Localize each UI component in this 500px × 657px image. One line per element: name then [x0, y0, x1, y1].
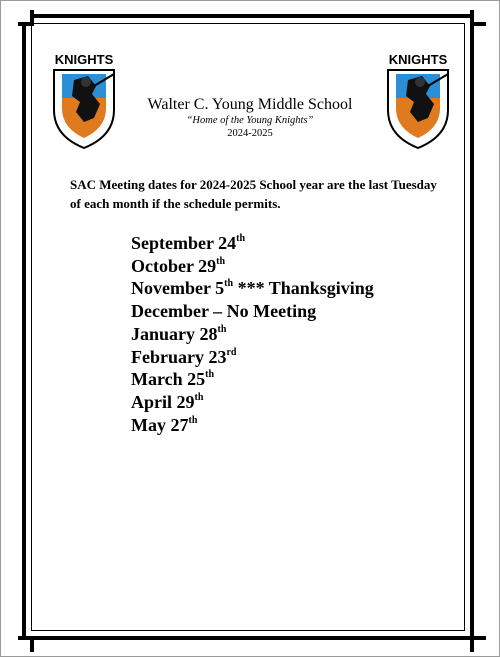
meeting-date-item: May 27th: [131, 414, 198, 435]
school-year: 2024-2025: [227, 128, 273, 139]
knight-shield-icon: [372, 52, 464, 152]
meeting-date-item: October 29th: [131, 255, 226, 276]
school-tagline: “Home of the Young Knights”: [186, 115, 314, 126]
school-name: Walter C. Young Middle School: [147, 96, 353, 113]
frame-corner-bottom-left: [18, 636, 34, 652]
frame-corner-bottom-right: [470, 636, 486, 652]
logo-banner-text: KNIGHTS: [54, 52, 114, 67]
meeting-date-item: March 25th: [131, 369, 215, 390]
meeting-date-item: December – No Meeting: [131, 301, 317, 322]
meeting-date-item: February 23rd: [131, 346, 237, 367]
meeting-date-item: January 28th: [131, 323, 227, 344]
intro-text: SAC Meeting dates for 2024-2025 School year are the last Tuesday of each month if the schedule permits.: [70, 177, 437, 211]
knights-logo-right: [372, 52, 464, 152]
meeting-date-item: April 29th: [131, 391, 204, 412]
knight-shield-icon: [38, 52, 130, 152]
frame-corner-top-right: [470, 10, 486, 26]
meeting-dates-list: [131, 232, 374, 436]
frame-corner-top-left: [18, 10, 34, 26]
school-header: [130, 95, 370, 140]
logo-banner-text: KNIGHTS: [388, 52, 448, 67]
knights-logo-left: [38, 52, 130, 152]
meeting-date-item: September 24th: [131, 233, 246, 253]
meeting-date-item: November 5th *** Thanksgiving: [131, 278, 374, 299]
